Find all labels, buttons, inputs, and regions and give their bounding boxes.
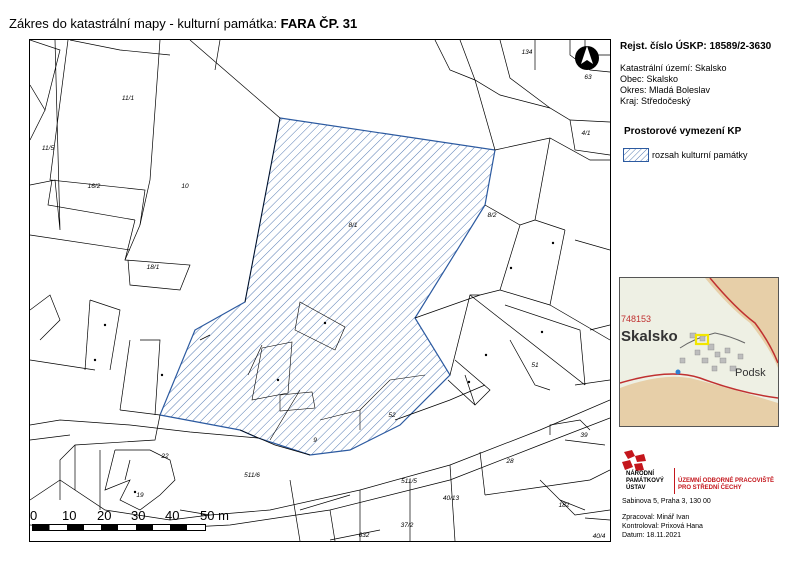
scale-tick-label: 30 — [131, 508, 146, 523]
address: Sabinova 5, Praha 3, 130 00 — [622, 498, 711, 505]
map-canvas — [30, 40, 610, 541]
parcel-label: 11/1 — [121, 95, 135, 102]
office-line2: PRO STŘEDNÍ ČECHY — [678, 485, 742, 491]
locator-elevation-label: 748153 — [621, 314, 652, 324]
parcel-label: 39 — [580, 432, 588, 439]
region: Kraj: Středočeský — [620, 96, 691, 106]
cadastral-map[interactable] — [29, 39, 611, 542]
municipality: Obec: Skalsko — [620, 74, 679, 84]
parcel-label: 22 — [161, 453, 169, 460]
logo-divider — [674, 468, 675, 494]
credit-prepared: Zpracoval: Minář Ivan — [622, 514, 690, 521]
parcel-label: 134 — [521, 49, 533, 56]
parcel-lines — [30, 40, 610, 541]
parcel-label: 40/13 — [442, 495, 460, 502]
scale-labels — [29, 508, 239, 524]
north-arrow-icon — [575, 46, 599, 70]
parcel-label: 9 — [313, 437, 317, 444]
npu-logo-icon — [620, 450, 648, 472]
parcel-label: 16/2 — [87, 183, 101, 190]
cadastral-area: Katastrální území: Skalsko — [620, 63, 727, 73]
parcel-label: 511/5 — [401, 478, 417, 485]
credit-checked: Kontroloval: Prixová Hana — [622, 523, 703, 530]
title-object: FARA ČP. 31 — [280, 16, 358, 31]
locator-nearby-label: Podsk — [735, 367, 766, 379]
legend-title: Prostorové vymezení KP — [624, 126, 742, 137]
legend-hatch-swatch — [623, 148, 649, 162]
map-title — [9, 16, 357, 31]
locator-map-canvas — [620, 278, 778, 426]
credit-date: Datum: 18.11.2021 — [622, 532, 682, 539]
monument-area — [160, 118, 495, 455]
scale-tick-label: 40 — [165, 508, 180, 523]
parcel-label: 511/6 — [244, 472, 260, 479]
locator-place-label: Skalsko — [621, 328, 678, 345]
scale-tick-label: 10 — [62, 508, 77, 523]
parcel-label: 18/1 — [146, 264, 160, 271]
npu-name-line3: ÚSTAV — [626, 485, 646, 491]
parcel-label: 11/5 — [41, 145, 55, 152]
parcel-label: 8/1 — [348, 222, 358, 229]
scale-bar — [32, 524, 212, 532]
parcel-label: 4/1 — [581, 130, 591, 137]
parcel-label: 40/4 — [592, 533, 606, 540]
npu-name-line1: NÁRODNÍ — [626, 471, 654, 477]
scale-tick-label: 20 — [97, 508, 112, 523]
parcel-label: 8/2 — [487, 212, 497, 219]
district: Okres: Mladá Boleslav — [620, 85, 711, 95]
parcel-label: 37/2 — [400, 522, 414, 529]
parcel-label: 52 — [388, 412, 396, 419]
parcel-label: 19 — [136, 492, 144, 499]
legend-item-label: rozsah kulturní památky — [652, 150, 748, 160]
scale-tick-label: 50 m — [200, 508, 229, 523]
locator-map[interactable] — [619, 277, 779, 427]
parcel-label: 28 — [506, 458, 514, 465]
parcel-label: 63 — [584, 74, 592, 81]
institution-logo — [620, 450, 795, 500]
scale-tick-label: 0 — [30, 508, 38, 523]
parcel-label: 632 — [358, 532, 370, 539]
parcel-label: 51 — [531, 362, 539, 369]
npu-name-line2: PAMÁTKOVÝ — [626, 478, 664, 484]
parcel-label: 10 — [181, 183, 189, 190]
title-prefix: Zákres do katastrální mapy - kulturní památka: — [9, 16, 281, 31]
office-line1: ÚZEMNÍ ODBORNÉ PRACOVIŠTĚ — [678, 478, 775, 484]
parcel-label: 182 — [558, 502, 570, 509]
registry-number: Rejst. číslo ÚSKP: 18589/2-3630 — [620, 41, 772, 52]
